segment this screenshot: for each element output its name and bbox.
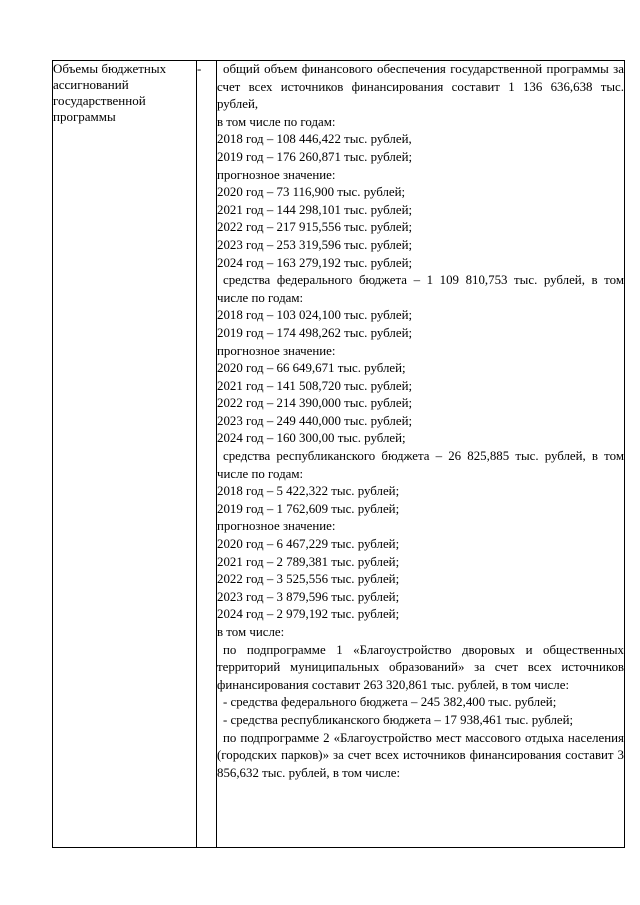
total-year-2023: 2023 год – 253 319,596 тыс. рублей; [217,237,413,252]
federal-year-2024: 2024 год – 160 300,00 тыс. рублей; [217,431,406,446]
republic-year-2023: 2023 год – 3 879,596 тыс. рублей; [217,589,400,604]
republic-year-2024: 2024 год – 2 979,192 тыс. рублей; [217,607,400,622]
republic-year-2018: 2018 год – 5 422,322 тыс. рублей; [217,484,400,499]
subprogram-1-paragraph: по подпрограмме 1 «Благоустройство дворовых и общественных территорий муниципальных образований» за счет всех источников финансирования составит 263 320,861 тыс. рублей, в том числе: [217,642,624,692]
years-intro: в том числе по годам: [217,114,336,129]
federal-year-2023: 2023 год – 249 440,000 тыс. рублей; [217,413,413,428]
subprogram-1-federal: - средства федерального бюджета – 245 382,400 тыс. рублей; [223,695,557,710]
federal-year-2019: 2019 год – 174 498,262 тыс. рублей; [217,325,413,340]
total-year-2024: 2024 год – 163 279,192 тыс. рублей; [217,255,413,270]
federal-paragraph: средства федерального бюджета – 1 109 810,753 тыс. рублей, в том числе по годам: [217,273,624,305]
total-paragraph: общий объем финансового обеспечения государственной программы за счет всех источников финансирования составит 1 136 636,638 тыс. рублей, [217,62,624,112]
total-year-2020: 2020 год – 73 116,900 тыс. рублей; [217,185,406,200]
federal-year-2018: 2018 год – 103 024,100 тыс. рублей; [217,308,413,323]
including-label: в том числе: [217,625,285,639]
row-content [217,61,625,848]
republic-year-2021: 2021 год – 2 789,381 тыс. рублей; [217,554,400,569]
federal-year-2020: 2020 год – 66 649,671 тыс. рублей; [217,361,406,376]
federal-year-2022: 2022 год – 214 390,000 тыс. рублей; [217,396,413,411]
republic-year-2022: 2022 год – 3 525,556 тыс. рублей; [217,572,400,587]
total-year-2021: 2021 год – 144 298,101 тыс. рублей; [217,202,413,217]
republic-paragraph: средства республиканского бюджета – 26 825,885 тыс. рублей, в том числе по годам: [217,449,624,481]
subprogram-1-republic: - средства республиканского бюджета – 17 938,461 тыс. рублей; [223,712,574,727]
table-row [53,61,625,848]
forecast-label: прогнозное значение: [217,343,336,358]
row-dash: - [197,61,217,848]
republic-year-2020: 2020 год – 6 467,229 тыс. рублей; [217,537,400,552]
total-year-2019: 2019 год – 176 260,871 тыс. рублей; [217,149,413,164]
total-year-2018: 2018 год – 108 446,422 тыс. рублей, [217,132,412,147]
republic-year-2019: 2019 год – 1 762,609 тыс. рублей; [217,501,400,516]
total-year-2022: 2022 год – 217 915,556 тыс. рублей; [217,220,413,235]
federal-year-2021: 2021 год – 141 508,720 тыс. рублей; [217,378,413,393]
forecast-label: прогнозное значение: [217,519,336,534]
row-label: Объемы бюджетных ассигнований государственной программы [53,61,197,848]
budget-table [52,60,625,848]
subprogram-2-paragraph: по подпрограмме 2 «Благоустройство мест массового отдыха населения (городских парков)» за счет всех источников финансирования составит 3 856,632 тыс. рублей, в том числе: [217,730,624,780]
forecast-label: прогнозное значение: [217,167,336,182]
